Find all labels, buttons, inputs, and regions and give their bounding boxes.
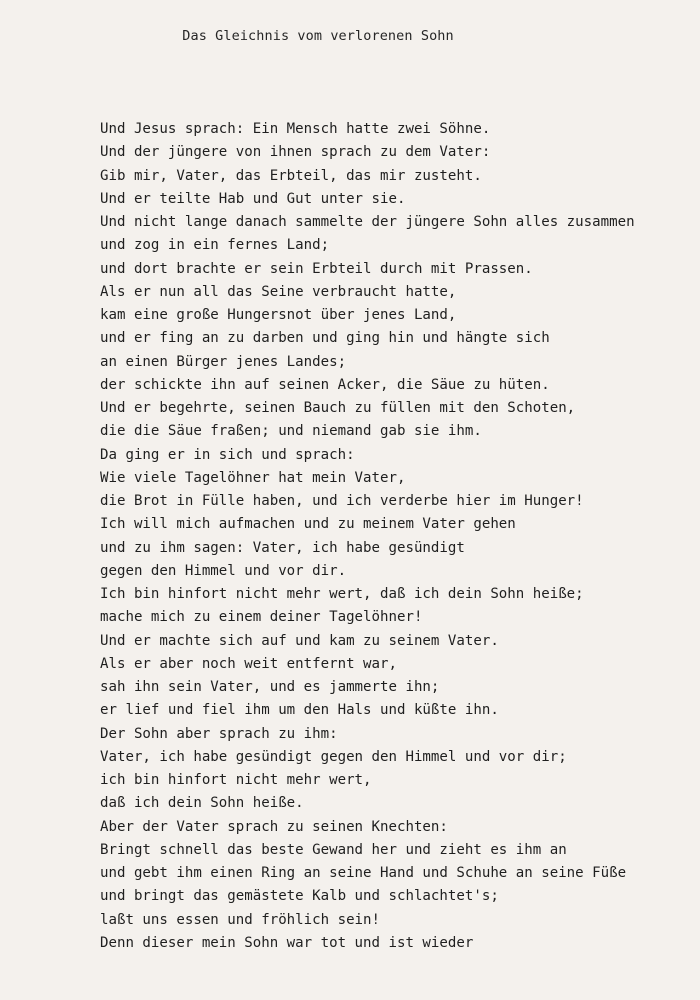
text-line: kam eine große Hungersnot über jenes Land, — [100, 307, 457, 323]
text-line: die Brot in Fülle haben, und ich verderbe hier im Hunger! — [100, 493, 584, 509]
text-line: Ich will mich aufmachen und zu meinem Vater gehen — [100, 516, 516, 533]
text-line: Gib mir, Vater, das Erbteil, das mir zusteht. — [100, 167, 482, 184]
text-line: gegen den Himmel und vor dir. — [100, 562, 347, 579]
text-line: ich bin hinfort nicht mehr wert, — [100, 772, 372, 788]
text-line: die die Säue fraßen; und niemand gab sie ihm. — [100, 423, 482, 440]
text-line: Und nicht lange danach sammelte der jüngere Sohn alles zusammen — [100, 214, 635, 230]
text-line: mache mich zu einem deiner Tagelöhner! — [100, 609, 423, 626]
text-line: Wie viele Tagelöhner hat mein Vater, — [100, 469, 406, 486]
text-line: Und er machte sich auf und kam zu seinem Vater. — [100, 632, 499, 649]
text-body — [100, 118, 635, 955]
text-line: Ich bin hinfort nicht mehr wert, daß ich dein Sohn heiße; — [100, 586, 584, 602]
text-line: Und er begehrte, seinen Bauch zu füllen mit den Schoten, — [100, 400, 576, 416]
text-line: und dort brachte er sein Erbteil durch mit Prassen. — [100, 260, 533, 277]
text-line: Da ging er in sich und sprach: — [100, 446, 355, 463]
text-line: und bringt das gemästete Kalb und schlachtet's; — [100, 888, 499, 905]
text-line: der schickte ihn auf seinen Acker, die Säue zu hüten. — [100, 376, 550, 393]
text-line: Der Sohn aber sprach zu ihm: — [100, 725, 338, 742]
text-line: sah ihn sein Vater, und es jammerte ihn; — [100, 679, 440, 695]
text-line: an einen Bürger jenes Landes; — [100, 353, 347, 370]
page-title: Das Gleichnis vom verlorenen Sohn — [182, 28, 454, 44]
text-line: Vater, ich habe gesündigt gegen den Himmel und vor dir; — [100, 748, 567, 765]
text-line: er lief und fiel ihm um den Hals und küßte ihn. — [100, 702, 499, 719]
text-line: Als er aber noch weit entfernt war, — [100, 655, 397, 672]
text-line: und er fing an zu darben und ging hin und hängte sich — [100, 330, 550, 347]
text-line: Aber der Vater sprach zu seinen Knechten: — [100, 818, 448, 835]
text-line: Und er teilte Hab und Gut unter sie. — [100, 190, 406, 207]
text-line: Und der jüngere von ihnen sprach zu dem Vater: — [100, 144, 491, 161]
text-line: und zu ihm sagen: Vater, ich habe gesündigt — [100, 539, 465, 556]
text-line: und gebt ihm einen Ring an seine Hand und Schuhe an seine Füße — [100, 865, 627, 881]
text-line: Und Jesus sprach: Ein Mensch hatte zwei Söhne. — [100, 121, 491, 137]
text-line: Als er nun all das Seine verbraucht hatte, — [100, 283, 457, 300]
text-line: Bringt schnell das beste Gewand her und zieht es ihm an — [100, 841, 567, 858]
text-line: daß ich dein Sohn heiße. — [100, 795, 304, 812]
text-line: Denn dieser mein Sohn war tot und ist wieder — [100, 934, 474, 951]
text-line: laßt uns essen und fröhlich sein! — [100, 911, 381, 928]
text-line: und zog in ein fernes Land; — [100, 237, 330, 254]
